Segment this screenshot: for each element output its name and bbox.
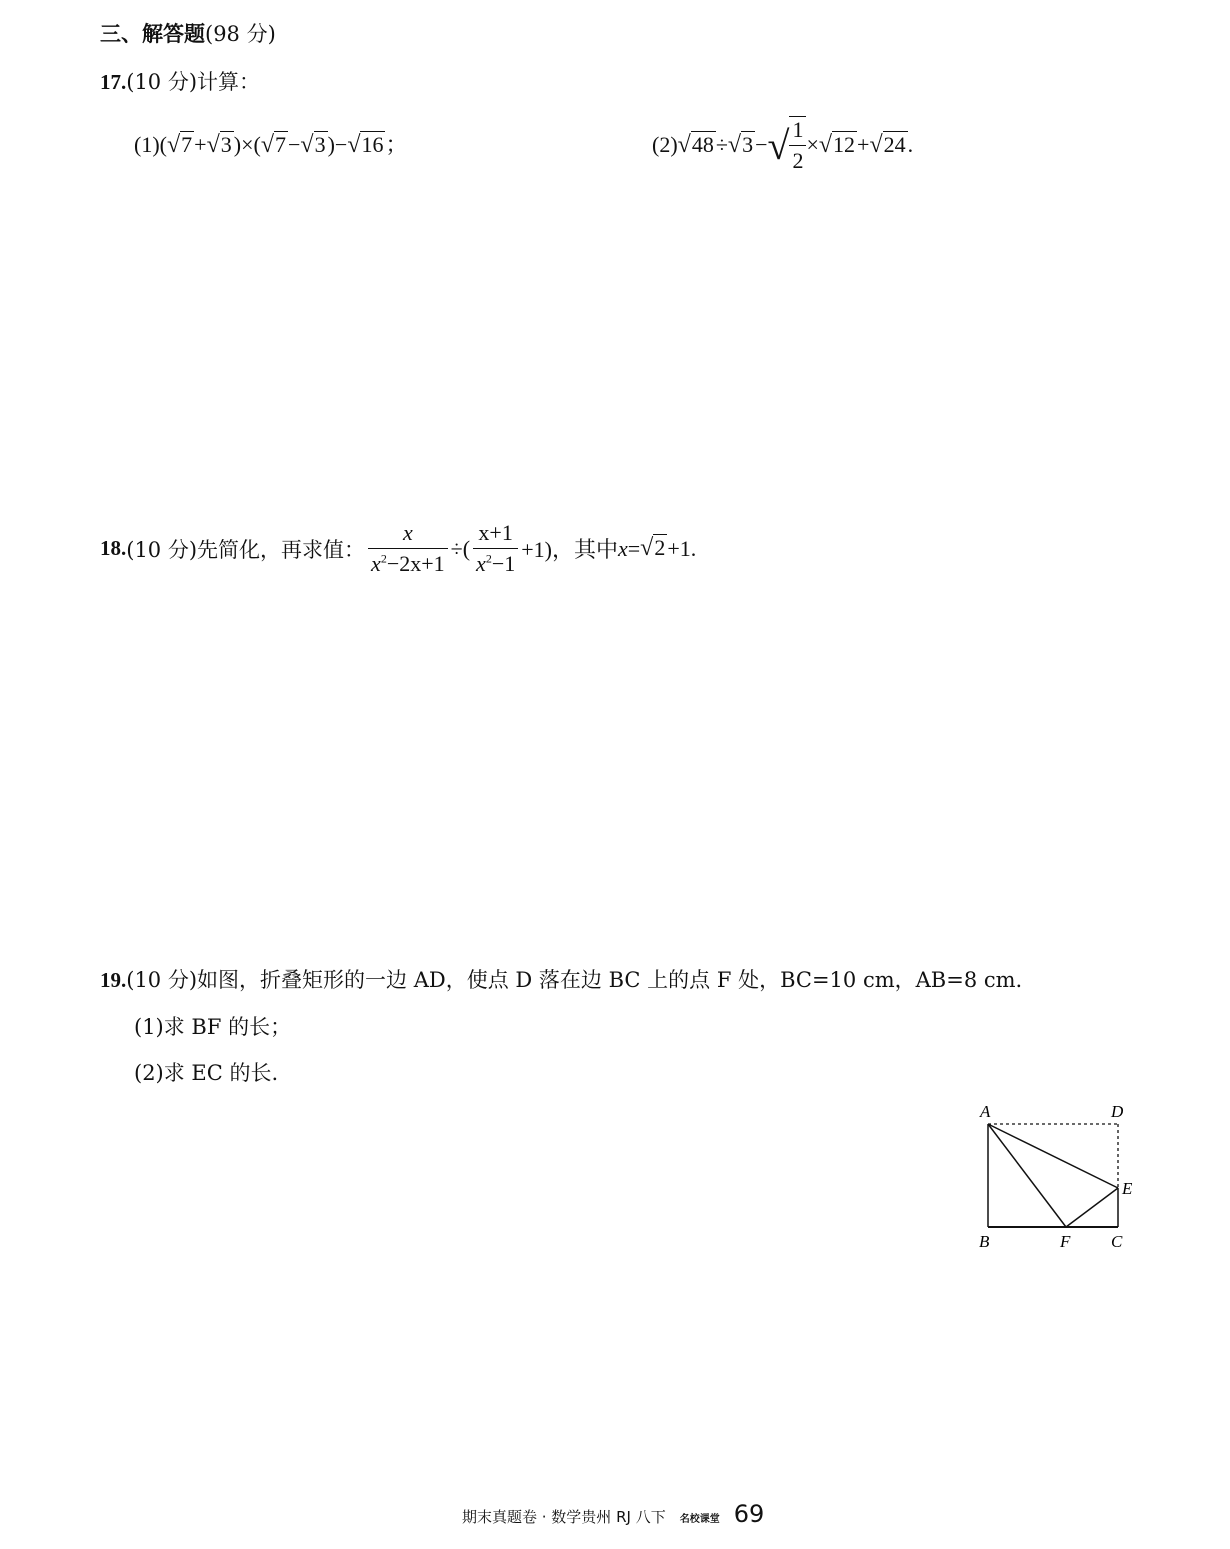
- segment-fe: [1066, 1188, 1118, 1227]
- publisher-logo: 名校课堂: [679, 1514, 720, 1525]
- question-17-text: 计算：: [197, 70, 261, 94]
- folded-rectangle-figure: [970, 1098, 1145, 1256]
- sqrt-2: √2: [640, 535, 666, 561]
- sqrt-48: √48: [677, 131, 714, 158]
- section-title: 三、解答题: [100, 22, 205, 46]
- fraction-denominator: 2: [789, 145, 806, 174]
- paren: (: [159, 132, 167, 157]
- footer-text: 期末真题卷 · 数学贵州 RJ 八下: [462, 1508, 666, 1526]
- sqrt-12: √12: [818, 131, 856, 158]
- label-a: A: [980, 1102, 991, 1121]
- part-label: (1): [134, 132, 160, 157]
- fraction-numerator: 1: [792, 117, 804, 142]
- plus-sign: +: [194, 132, 207, 157]
- punctuation: ；: [385, 132, 408, 157]
- label-c: C: [1111, 1232, 1123, 1251]
- variable: x: [371, 551, 381, 576]
- minus-sign: −: [287, 132, 301, 157]
- exponent: 2: [485, 551, 492, 566]
- radicand: 3: [742, 131, 754, 157]
- times-sign: ×: [806, 132, 819, 157]
- section-heading: [100, 18, 276, 48]
- section-points: (98 分): [205, 22, 276, 46]
- variable: x: [617, 535, 628, 561]
- radicand: 12: [833, 131, 856, 157]
- question-17-part2: [652, 116, 913, 174]
- question-18-points: (10 分): [126, 537, 198, 562]
- fraction-numerator: x+1: [478, 520, 513, 545]
- sqrt-24: √24: [869, 131, 906, 158]
- variable: x: [476, 551, 486, 576]
- sqrt-one-half: √ $\frac{1}{2}$: [768, 116, 807, 174]
- fraction-1: [368, 520, 448, 577]
- question-17-header: [100, 66, 260, 96]
- question-18: [100, 520, 696, 577]
- operator: )−: [327, 132, 348, 157]
- radicand: 3: [220, 132, 232, 157]
- label-b: B: [979, 1232, 990, 1251]
- expression: −1: [491, 551, 516, 576]
- sqrt-7: √7: [166, 132, 193, 158]
- question-17-points: (10 分): [126, 70, 198, 94]
- question-19-part1: (1)求 BF 的长；: [134, 1015, 292, 1039]
- sqrt-16: √16: [347, 132, 384, 158]
- equals-sign: =: [627, 535, 641, 561]
- expression: −2x+1: [386, 551, 445, 576]
- plus-sign: +: [857, 132, 870, 157]
- question-19-points: (10 分): [126, 968, 198, 992]
- question-17-part1: [134, 128, 408, 159]
- radicand: 24: [883, 131, 906, 157]
- minus-sign: −: [755, 132, 768, 157]
- label-e: E: [1122, 1179, 1133, 1198]
- question-19-number: 19.: [100, 968, 127, 992]
- question-19-part2: (2)求 EC 的长.: [134, 1061, 279, 1085]
- expression-tail: +1)，其中: [521, 537, 618, 562]
- radicand: 3: [314, 132, 326, 157]
- label-f: F: [1060, 1232, 1071, 1251]
- radicand: 48: [691, 131, 714, 157]
- fraction-2: [473, 520, 518, 577]
- question-19-text: 如图，折叠矩形的一边 AD，使点 D 落在边 BC 上的点 F 处，BC=10 cm，AB=8 cm.: [197, 968, 1023, 992]
- segment-af: [988, 1124, 1066, 1227]
- question-18-text: 先简化，再求值：: [197, 537, 366, 562]
- sqrt-7: √7: [260, 132, 286, 158]
- radicand: 7: [274, 132, 286, 157]
- question-18-number: 18.: [100, 536, 127, 560]
- label-d: D: [1111, 1102, 1124, 1121]
- page-footer: [462, 1500, 764, 1528]
- fraction-denominator: [368, 548, 448, 577]
- question-17-number: 17.: [100, 70, 127, 94]
- radicand: 16: [361, 132, 384, 157]
- expression-end: +1.: [667, 535, 697, 561]
- sqrt-3: √3: [727, 131, 754, 158]
- divide-sign: ÷(: [450, 535, 471, 561]
- sqrt-3: √3: [300, 132, 326, 158]
- sqrt-3: √3: [206, 132, 232, 158]
- part-label: (2): [652, 132, 678, 157]
- segment-ae: [988, 1124, 1118, 1188]
- question-19-header: [100, 964, 1022, 994]
- exponent: 2: [380, 551, 387, 566]
- page-number: 69: [733, 1500, 765, 1528]
- radicand: 2: [654, 535, 666, 560]
- punctuation: .: [907, 132, 914, 157]
- fraction-denominator: [473, 548, 518, 577]
- fraction-numerator: x: [402, 520, 413, 545]
- divide-sign: ÷: [715, 132, 728, 157]
- radicand: 7: [181, 132, 193, 157]
- operator: )×(: [233, 132, 261, 157]
